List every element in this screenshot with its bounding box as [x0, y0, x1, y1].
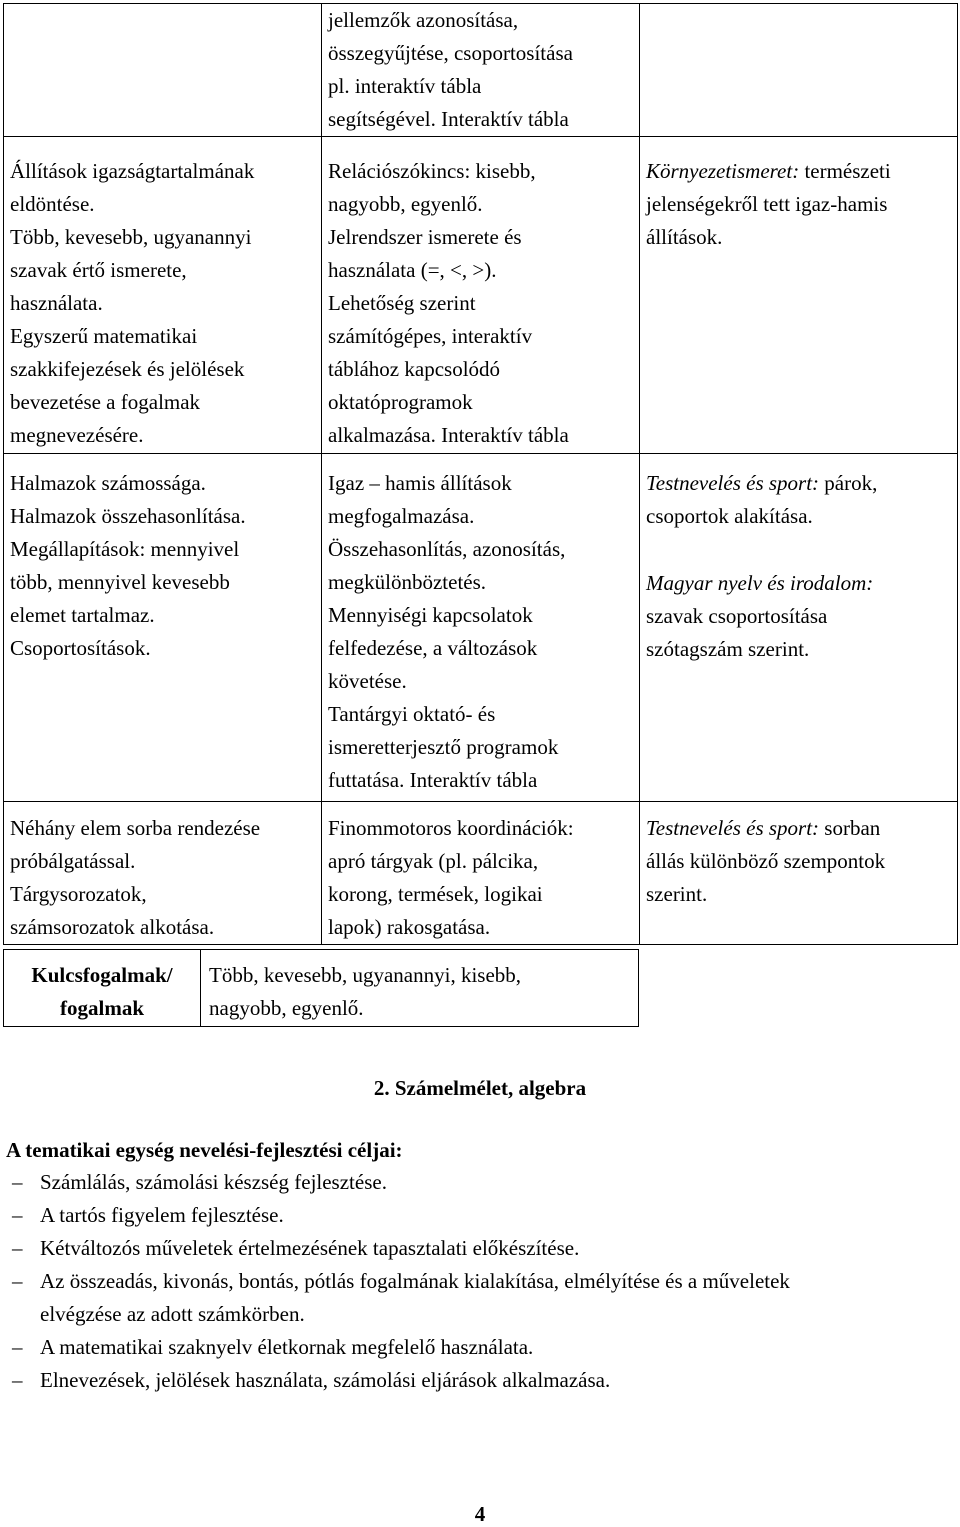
goal-text: A matematikai szaknyelv életkornak megfelelő használata.	[40, 1335, 534, 1359]
table-cell-activities	[322, 4, 640, 137]
goal-text: elvégzése az adott számkörben.	[40, 1302, 305, 1326]
cell-line: oktatóprogramok	[328, 390, 473, 414]
cell-line: szakkifejezések és jelölések	[10, 357, 245, 381]
cell-line: Finommotoros koordinációk:	[328, 816, 574, 840]
link-text: állítások.	[646, 225, 723, 249]
cell-line: Halmazok összehasonlítása.	[10, 504, 246, 528]
dash-bullet-icon: –	[12, 1335, 23, 1359]
key-concepts-table	[3, 949, 639, 1027]
cell-line: jellemzők azonosítása,	[328, 8, 519, 32]
cell-line: lapok) rakosgatása.	[328, 915, 491, 939]
key-concepts-label-line: fogalmak	[60, 996, 144, 1020]
cell-line: Lehetőség szerint	[328, 291, 476, 315]
cell-line: Mennyiségi kapcsolatok	[328, 603, 533, 627]
table-row	[4, 802, 958, 945]
table-cell-skills	[4, 454, 322, 802]
goal-item	[0, 1199, 950, 1232]
goal-text: Számlálás, számolási készség fejlesztése.	[40, 1170, 387, 1194]
link-text: szavak csoportosítása	[646, 604, 828, 628]
dash-bullet-icon: –	[12, 1269, 23, 1293]
table-cell-connections	[640, 137, 958, 454]
cell-lines	[10, 467, 315, 665]
cross-curricular-link	[646, 812, 951, 911]
cell-line: több, mennyivel kevesebb	[10, 570, 230, 594]
link-text: csoportok alakítása.	[646, 504, 813, 528]
curriculum-table	[3, 3, 958, 945]
cell-line: bevezetése a fogalmak	[10, 390, 201, 414]
cell-line: próbálgatással.	[10, 849, 136, 873]
link-text: szótagszám szerint.	[646, 637, 810, 661]
table-row	[4, 4, 958, 137]
dash-bullet-icon: –	[12, 1236, 23, 1260]
cross-curricular-link	[646, 567, 951, 666]
cell-lines	[328, 812, 633, 944]
cell-line: Összehasonlítás, azonosítás,	[328, 537, 566, 561]
link-text: természeti	[799, 159, 891, 183]
table-cell-activities	[322, 137, 640, 454]
cell-lines	[328, 155, 633, 452]
cell-line: pl. interaktív tábla	[328, 74, 482, 98]
goal-text: Az összeadás, kivonás, bontás, pótlás fogalmának kialakítása, elmélyítése és a műveletek	[40, 1269, 790, 1293]
goal-item	[0, 1331, 950, 1364]
table-cell-skills	[4, 4, 322, 137]
subject-name: Testnevelés és sport:	[646, 471, 820, 495]
link-text: párok,	[819, 471, 878, 495]
link-text: sorban	[819, 816, 881, 840]
curriculum-table-container	[3, 3, 957, 945]
cell-line: segítségével. Interaktív tábla	[328, 107, 569, 131]
cell-lines	[10, 155, 315, 452]
cell-line: számsorozatok alkotása.	[10, 915, 215, 939]
cell-line: Tárgysorozatok,	[10, 882, 147, 906]
cell-line: összegyűjtése, csoportosítása	[328, 41, 573, 65]
dash-bullet-icon: –	[12, 1368, 23, 1392]
table-cell-connections	[640, 802, 958, 945]
goal-item	[0, 1364, 950, 1397]
cell-line: használata (=, <, >).	[328, 258, 497, 282]
cell-line: megkülönböztetés.	[328, 570, 487, 594]
goals-heading: A tematikai egység nevelési-fejlesztési céljai:	[6, 1138, 403, 1162]
cell-line: Több, kevesebb, ugyanannyi	[10, 225, 252, 249]
table-cell-skills	[4, 137, 322, 454]
table-cell-activities	[322, 802, 640, 945]
section-title: 2. Számelmélet, algebra	[373, 1076, 587, 1100]
cell-line: szavak értő ismerete,	[10, 258, 187, 282]
subject-name: Környezetismeret:	[646, 159, 800, 183]
key-concepts-value-line: Több, kevesebb, ugyanannyi, kisebb,	[209, 963, 522, 987]
cell-line: Egyszerű matematikai	[10, 324, 198, 348]
key-concepts-label	[4, 950, 201, 1027]
cell-lines	[10, 812, 315, 944]
cell-line: Néhány elem sorba rendezése	[10, 816, 261, 840]
goals-list	[0, 1166, 950, 1397]
cell-line: Tantárgyi oktató- és	[328, 702, 496, 726]
cell-line: apró tárgyak (pl. pálcika,	[328, 849, 539, 873]
cell-line: használata.	[10, 291, 103, 315]
cell-line: Relációszókincs: kisebb,	[328, 159, 536, 183]
table-cell-connections	[640, 4, 958, 137]
dash-bullet-icon: –	[12, 1170, 23, 1194]
cell-line: táblához kapcsolódó	[328, 357, 501, 381]
table-cell-skills	[4, 802, 322, 945]
cell-line: nagyobb, egyenlő.	[328, 192, 483, 216]
cell-line: Állítások igazságtartalmának	[10, 159, 255, 183]
cell-line: számítógépes, interaktív	[328, 324, 533, 348]
goal-text: Elnevezések, jelölések használata, számolási eljárások alkalmazása.	[40, 1368, 611, 1392]
link-text: jelenségekről tett igaz-hamis	[646, 192, 888, 216]
page-number: 4	[474, 1502, 486, 1526]
cell-line: Jelrendszer ismerete és	[328, 225, 522, 249]
goal-item	[0, 1166, 950, 1199]
key-concepts-label-line: Kulcsfogalmak/	[31, 963, 173, 987]
cell-line: alkalmazása. Interaktív tábla	[328, 423, 569, 447]
goal-item	[0, 1265, 950, 1331]
table-row	[4, 137, 958, 454]
cell-line: ismeretterjesztő programok	[328, 735, 559, 759]
cell-line: eldöntése.	[10, 192, 95, 216]
cell-line: Megállapítások: mennyivel	[10, 537, 240, 561]
cell-line: követése.	[328, 669, 407, 693]
key-concepts-value	[201, 950, 639, 1027]
cross-curricular-link	[646, 155, 951, 254]
subject-name: Testnevelés és sport:	[646, 816, 820, 840]
link-text: szerint.	[646, 882, 708, 906]
goal-text: Kétváltozós műveletek értelmezésének tapasztalati előkészítése.	[40, 1236, 580, 1260]
cell-line: Csoportosítások.	[10, 636, 151, 660]
cell-line: Igaz – hamis állítások	[328, 471, 512, 495]
cell-line: megnevezésére.	[10, 423, 144, 447]
table-cell-activities	[322, 454, 640, 802]
cell-line: korong, termések, logikai	[328, 882, 543, 906]
cell-line: elemet tartalmaz.	[10, 603, 155, 627]
key-concepts-value-line: nagyobb, egyenlő.	[209, 996, 364, 1020]
cell-lines	[328, 467, 633, 797]
table-row	[4, 454, 958, 802]
cell-lines	[328, 4, 633, 136]
link-text: állás különböző szempontok	[646, 849, 886, 873]
goal-text: A tartós figyelem fejlesztése.	[40, 1203, 284, 1227]
cell-line: futtatása. Interaktív tábla	[328, 768, 538, 792]
cell-line: felfedezése, a változások	[328, 636, 538, 660]
table-cell-connections	[640, 454, 958, 802]
cross-curricular-link	[646, 467, 951, 533]
dash-bullet-icon: –	[12, 1203, 23, 1227]
subject-name: Magyar nyelv és irodalom:	[646, 571, 874, 595]
goal-item	[0, 1232, 950, 1265]
cell-line: Halmazok számossága.	[10, 471, 206, 495]
cell-line: megfogalmazása.	[328, 504, 475, 528]
